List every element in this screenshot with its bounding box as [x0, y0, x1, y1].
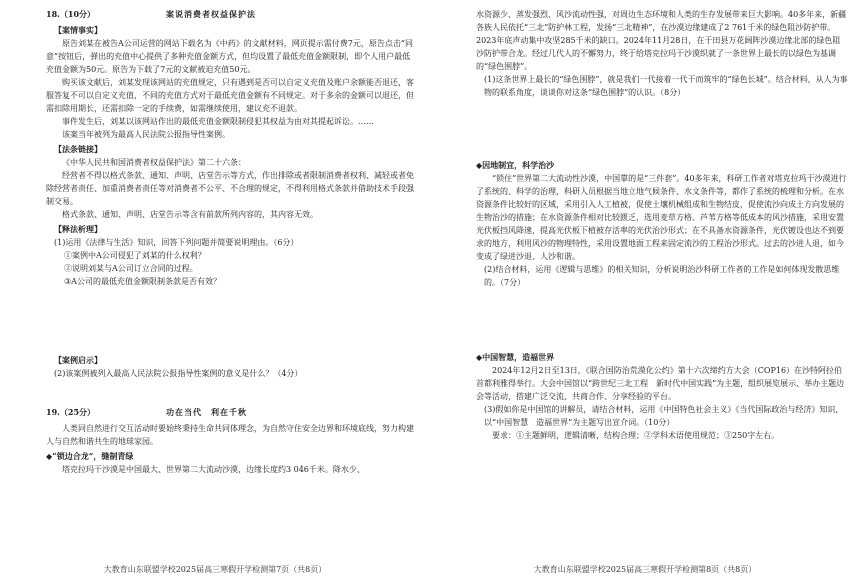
question-19-number: 19.（25分） [46, 407, 96, 417]
right-page-footer: 大教育山东联盟学校2025届高三寒假开学检测第8页（共8页） [533, 565, 757, 574]
task-18-1-item-3: ③A公司的最低充值金额限制条款是否有效？ [64, 277, 221, 286]
section-lock-edge-para: 塔克拉玛干沙漠是中国最大、世界第二大流动沙漠，边缘长度约3 046千米。降水少、 [62, 465, 365, 474]
insight-label: 【案例启示】 [54, 355, 102, 365]
law-para-1: 《中华人民共和国消费者权益保护法》第二十六条： [62, 158, 246, 167]
question-19-title: 功在当代 利在千秋 [166, 407, 247, 417]
question-18-header [46, 8, 416, 21]
law-para-2: 经营者不得以格式条款、通知、声明、店堂告示等方式，作出排除或者限制消费者权利、减轻或者免除经营者责任、加重消费者责任等对消费者不公平、不合理的规定，不得利用格式条款并借助技术手段强制交易。 [46, 171, 414, 206]
task-18-1-item-1: ①案例中A公司侵犯了刘某的什么权利？ [64, 251, 206, 260]
case-para-2: 购买该文献后，刘某发现该网站的充值规定，只有遇到是否可以自定义充值及账户余额能否退还，客服答复不可以自定义充值，不同的充值方式对于最低充值金额有不同规定。对于多余的金额可以退还，但需扣除用期长，还需扣除一定的手续费，如需继续使用，建议充不退款。 [46, 78, 414, 113]
task-18-1: (1)运用《法律与生活》知识，回答下列问题并简要说明理由。（6分） [54, 238, 299, 247]
task-18-1-item-2: ②说明刘某与A公司订立合同的过程。 [64, 264, 198, 273]
question-18-title: 案说消费者权益保护法 [166, 9, 256, 19]
task-19-2: (2)结合材料，运用《逻辑与思维》的相关知识，分析说明治沙科研工作者的工作是如何体现发散思维的。（7分） [484, 265, 840, 287]
answer-space-4 [476, 289, 848, 349]
continued-para: 水资源少、蒸发强烈、风沙流动性强，对周边生态环境和人类的生存发展带来巨大影响。40多年来，新疆各族人民依托“三北”防护林工程，发扬“三北精神”，在沙漠边缘建成了2 761千米的绿色阻沙防护带。2023年底声动集中攻坚285千米的缺口。2024年11月28日，在于田县万花阔阵沙漠边缘北部的绿色阻沙防护带合龙。经过几代人的不懈努力，终于给塔克拉玛干沙漠织就了一条世界上最长的以绿色为基调的“绿色围脖”。 [476, 10, 847, 71]
case-para-4: 该案当年被列为最高人民法院公报指导性案例。 [62, 130, 230, 139]
section-china-wisdom: ◆中国智慧，造福世界 [476, 352, 555, 362]
case-para-3: 事件发生后，刘某以该网站作出的最低充值金额限制侵犯其权益为由对其提起诉讼。…… [62, 117, 374, 126]
section-china-wisdom-para: 2024年12月2日至13日，《联合国防治荒漠化公约》第十六次缔约方大会（COP16）在沙特阿拉伯首都利雅得举行。大会中国馆以“跨世纪三北工程 新时代中国实践”为主题，组织展览展示、举办主题边会等活动，搭建广泛交流、共商合作、分享经验的平台。 [476, 366, 845, 401]
task-19-3-requirement: 要求：①主题鲜明，逻辑清晰，结构合理；②学科术语使用规范；③250字左右。 [492, 431, 780, 440]
task-18-2: (2)该案例被列入最高人民法院公报指导性案例的意义是什么？（4分） [54, 369, 303, 378]
answer-space [46, 288, 416, 352]
question-19-header [46, 406, 416, 419]
right-page [430, 0, 860, 580]
section-lock-edge: ◆“锁边合龙”，缝制青绿 [46, 451, 134, 461]
law-link-label: 【法条链接】 [54, 144, 102, 154]
task-19-3: (3)假如你是中国馆的讲解员，请结合材料，运用《中国特色社会主义》《当代国际政治与经济》知识，以“中国智慧 造福世界”为主题写出宣介词。（10分） [484, 405, 844, 427]
left-page-footer: 大教育山东联盟学校2025届高三寒假开学检测第7页（共8页） [103, 565, 327, 574]
question-19-intro: 人类同自然进行交互活动时要始终秉持生命共同体理念，为自然守住安全边界和环境底线，努力构建人与自然和谐共生的地球家园。 [46, 424, 414, 446]
law-para-3: 格式条款、通知、声明、店堂告示等含有前款所列内容的，其内容无效。 [62, 210, 318, 219]
question-18-number: 18.（10分） [46, 9, 96, 19]
analysis-label: 【释法析理】 [54, 224, 102, 234]
answer-space-3 [476, 99, 848, 157]
task-19-1: (1)这条世界上最长的“绿色围脖”，就是我们一代接着一代干而筑牢的“绿色长城”。结合材料，从人为事物的联系角度，谈谈你对这条“绿色围脖”的认识。（8分） [484, 75, 848, 97]
answer-space-2 [46, 380, 416, 406]
case-para-1: 原告刘某在被告A公司运营的网站下载名为《中药》的文献材料，网页提示需付费7元，原告点击“同意”按钮后，弹出的充值中心提供了多种充值金额方式，但均设置了最低充值金额限制，即个人用户最低充值金额为50元。原告为下载了7元的文献被迫充值50元。 [46, 39, 413, 74]
case-facts-label: 【案情事实】 [54, 25, 102, 35]
section-science-sand: ◆因地制宜，科学治沙 [476, 160, 555, 170]
section-science-sand-para: “锁住”世界第二大流动性沙漠，中国靠的是“三件套”。40多年来，科研工作者对塔克拉玛干沙漠进行了系统的、科学的治理，科研人员根据当地立地气候条件、水文条件等，都作了系统的梳理和分析。在水资源条件比较好的区域，采用引入人工植被，促使土壤机械组成和生物结皮，促使流沙向成土方向发展的生物治沙的措施；在水资源条件相对比较匮乏，选用麦草方格、芦苇方格等低成本的风沙措施，采用安置光伏板挡风降速，提高光伏板下植被存活率的光伏治沙形式；在不具备水资源条件，光伏镀设也达不到要求的地方，利用风沙的物理特性，采用设置地面工程来固定流沙的工程治沙形式。过去的沙进人退，如今变成了绿进沙退、人沙和谐。 [476, 174, 847, 261]
